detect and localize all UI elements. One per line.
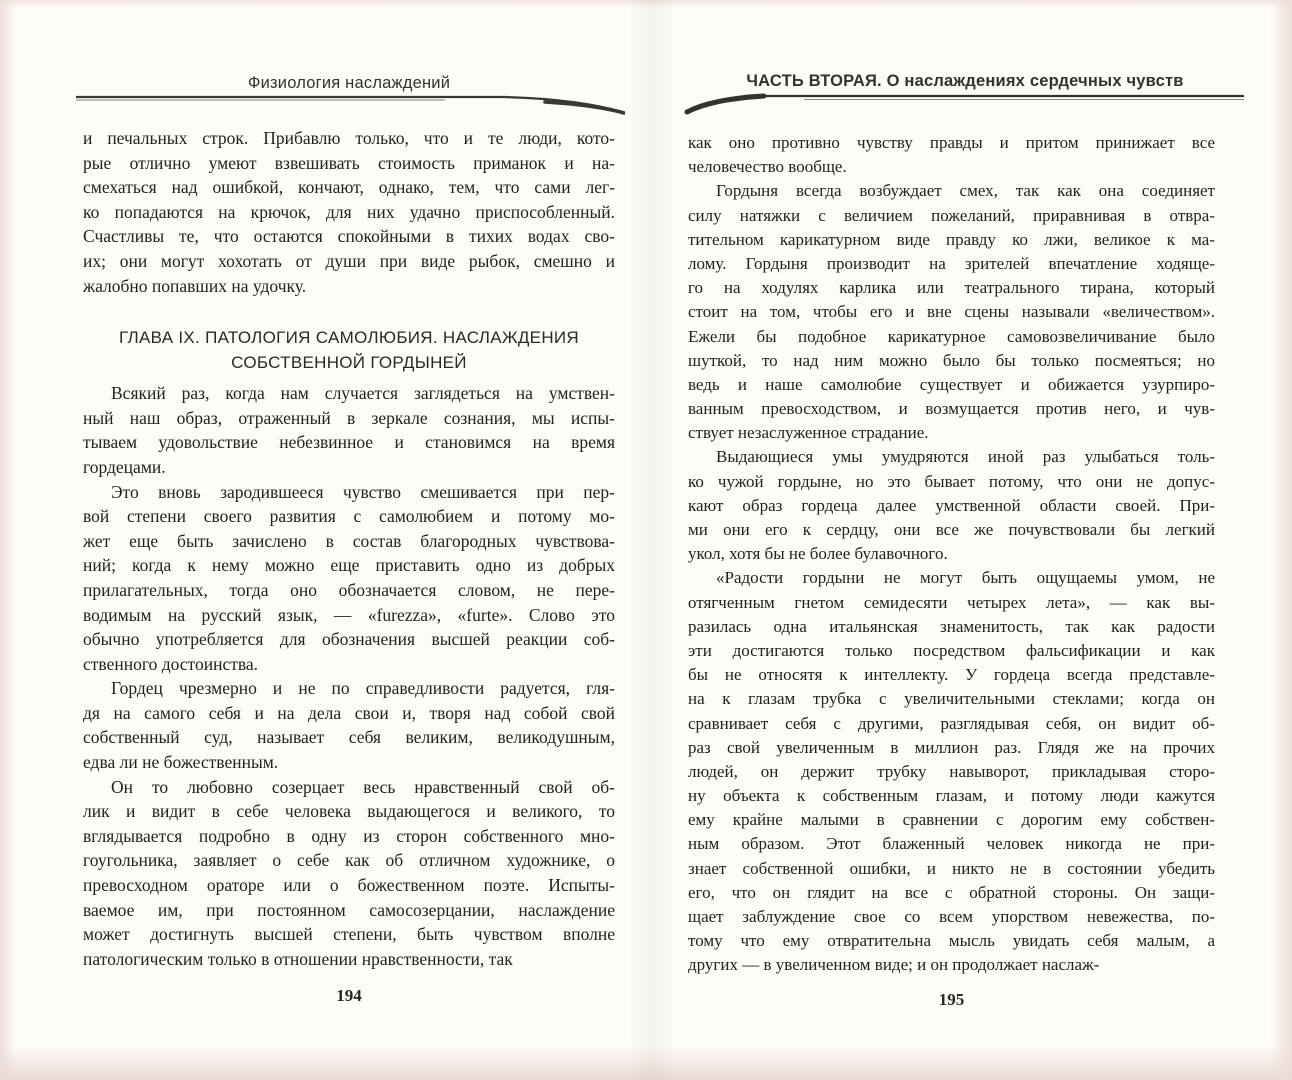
- text-line: может достигнуть высшей степени, быть чувством вполне: [83, 924, 615, 945]
- text-line: ко попадаются на крючок, для них удачно приспособленный.: [83, 201, 615, 222]
- text-line: Гордец чрезмерно и не по справедливости радуется, гля-: [111, 678, 615, 699]
- paragraph: [83, 676, 615, 774]
- text-line: ный наш образ, отраженный в зеркале сознания, мы испы-: [83, 407, 615, 428]
- text-line: прилагательных, тогда оно обозначается словом, не пере-: [83, 579, 615, 600]
- text-line: дя на самого себя и на дела свои и, творя над собой свой: [83, 702, 615, 723]
- header-rule-left: [75, 92, 625, 116]
- text-line: щает заблуждение свое со всем упорством невежества, по-: [688, 907, 1215, 926]
- text-line: рые отлично умеют взвешивать стоимость приманок и на-: [83, 152, 615, 173]
- text-line: водимым на русский язык, — «furezza», «furte». Слово это: [83, 604, 615, 625]
- text-line: СОБСТВЕННОЙ ГОРДЫНЕЙ: [231, 353, 467, 373]
- text-line: Это вновь зародившееся чувство смешивается при пер-: [111, 481, 615, 502]
- text-line: разилась одна итальянская знаменитость, так как радости: [688, 616, 1215, 636]
- text-line: ний; когда к нему можно еще приставить одно из добрых: [83, 555, 615, 576]
- page-body-left: [83, 126, 615, 971]
- text-line: других — в увеличенном виде; и он продолжает наслаж-: [688, 955, 1100, 975]
- paragraph: [688, 566, 1215, 977]
- text-line: Он то любовно созерцает весь нравственный свой об-: [111, 776, 615, 797]
- paragraph: [688, 131, 1215, 179]
- text-line: ным образом. Этот блаженный человек никогда не при-: [688, 834, 1215, 854]
- text-line: эти достигаются только посредством фальсификации и как: [688, 640, 1215, 660]
- text-line: Гордыня всегда возбуждает смех, так как она соединяет: [716, 181, 1215, 201]
- text-line: лому. Гордыня производит на зрителей впечатление ходяще-: [688, 253, 1215, 273]
- text-line: превосходном ораторе или о божественном поэте. Испыты-: [83, 875, 615, 896]
- text-line: и печальных строк. Прибавлю только, что и те люди, кото-: [83, 128, 615, 148]
- chapter-heading: [83, 326, 615, 376]
- text-line: ваемое им, при постоянном самосозерцании, наслаждение: [83, 899, 615, 920]
- text-line: стоит на том, чтобы его и вне сцены называли «величеством».: [688, 302, 1215, 322]
- text-line: шуткой, то над ним можно было бы только посмеяться; но: [688, 350, 1215, 370]
- text-line: отягченным гнетом семидесяти четырех лета», — как вы-: [688, 592, 1215, 612]
- text-line: жет еще быть зачислено в состав благородных чувствова-: [83, 530, 615, 551]
- text-line: их; они могут хохотать от души при виде рыбок, смешно и: [83, 250, 615, 271]
- text-line: Выдающиеся умы умудряются иной раз улыбаться толь-: [716, 447, 1215, 467]
- text-line: ну объекта к собственным глазам, и потому люди кажутся: [688, 786, 1215, 806]
- paragraph: [83, 126, 615, 298]
- text-line: тому что ему отвратительна мысль увидать себя малым, а: [688, 931, 1215, 951]
- text-line: ствует незаслуженное страдание.: [688, 423, 929, 443]
- scan-edge-right: [1270, 0, 1292, 1080]
- text-line: вглядывается подробно в одну из сторон собственного мно-: [83, 825, 615, 846]
- paragraph: [688, 179, 1215, 445]
- text-line: гордецами.: [83, 456, 166, 477]
- page-gutter-shadow: [628, 0, 676, 1080]
- text-line: гоугольника, заявляет о себе как об отличном художнике, о: [83, 850, 615, 871]
- text-line: ГЛАВА IX. ПАТОЛОГИЯ САМОЛЮБИЯ. НАСЛАЖДЕНИЯ: [118, 328, 579, 348]
- text-line: Счастливы те, что остаются спокойными в тихих водах сво-: [83, 226, 615, 247]
- running-header-right: ЧАСТЬ ВТОРАЯ. О наслаждениях сердечных чувств: [746, 72, 1184, 90]
- page-body-right: [688, 131, 1215, 978]
- text-line: смехаться над ошибкой, кончают, однако, тем, что сами лег-: [83, 177, 615, 198]
- text-line: тываем удовольствие небезвинное и становимся на время: [83, 432, 615, 453]
- text-line: людей, он держит трубку навыворот, прикладывая сторо-: [688, 761, 1215, 781]
- text-line: тительном карикатурном виде правду ко лжи, великое к ма-: [688, 229, 1215, 249]
- paragraph: [688, 445, 1215, 566]
- header-rule-right: [684, 88, 1246, 116]
- text-line: на к глазам трубка с увеличительными стеклами; когда он: [688, 689, 1215, 709]
- paragraph: [83, 775, 615, 972]
- text-line: человечество вообще.: [688, 157, 847, 177]
- text-line: ему крайне малыми в сравнении с дорогим ему собствен-: [688, 810, 1215, 830]
- paragraph: [83, 480, 615, 677]
- text-line: ми они его к сердцу, они все же почувствовали бы легкий: [688, 520, 1215, 539]
- text-line: раз свой увеличенным в миллион раз. Глядя же на прочих: [688, 737, 1215, 757]
- text-line: ко чужой гордыне, но это бывает потому, что они не допус-: [688, 471, 1215, 491]
- text-line: собственный суд, называет себя великим, великодушным,: [83, 727, 615, 748]
- scan-edge-left: [0, 0, 16, 1080]
- paragraph: [83, 381, 615, 479]
- page-number-right: 195: [938, 990, 965, 1009]
- text-line: кают образ гордеца далее умственной области своей. При-: [688, 495, 1215, 515]
- text-line: патологическим только в отношении нравственности, так: [83, 948, 513, 969]
- text-line: лик и видит в себе человека выдающегося и великого, то: [83, 801, 615, 822]
- text-line: жалобно попавших на удочку.: [83, 275, 307, 296]
- text-line: Ежели бы подобное карикатурное самовозвеличивание было: [688, 326, 1215, 346]
- text-line: силу натяжки с величием пожеланий, приравнивая в отвра-: [688, 205, 1215, 225]
- text-line: «Радости гордыни не могут быть ощущаемы умом, не: [716, 568, 1215, 588]
- text-line: укол, хотя бы не более булавочного.: [688, 544, 948, 564]
- page-number-left: 194: [336, 986, 362, 1005]
- text-line: обычно употребляется для обозначения высшей реакции соб-: [83, 629, 615, 650]
- text-line: знает собственной ошибки, и никто не в состоянии убедить: [688, 858, 1215, 878]
- text-line: его, что он глядит на все с обратной стороны. Он защи-: [688, 882, 1215, 902]
- text-line: как оно противно чувству правды и притом принижает все: [688, 133, 1215, 152]
- text-line: сравнивает себя с другими, разглядывая себя, он видит об-: [688, 713, 1215, 733]
- text-line: ведь и наше самолюбие существует и обижается узурпиро-: [688, 374, 1215, 394]
- text-line: ственного достоинства.: [83, 653, 259, 674]
- text-line: вой степени своего развития с самолюбием и потому мо-: [83, 506, 615, 527]
- text-line: едва ли не божественным.: [83, 752, 279, 773]
- text-line: ванным превосходством, и возмущается против него, и чув-: [688, 399, 1215, 419]
- text-line: Всякий раз, когда нам случается заглядеться на умствен-: [111, 383, 615, 404]
- running-header-left: Физиология наслаждений: [247, 74, 451, 92]
- text-line: го на ходулях карлика или театрального тирана, который: [688, 278, 1215, 298]
- text-line: бы не относятя к интеллекту. У гордеца всегда представле-: [688, 665, 1215, 685]
